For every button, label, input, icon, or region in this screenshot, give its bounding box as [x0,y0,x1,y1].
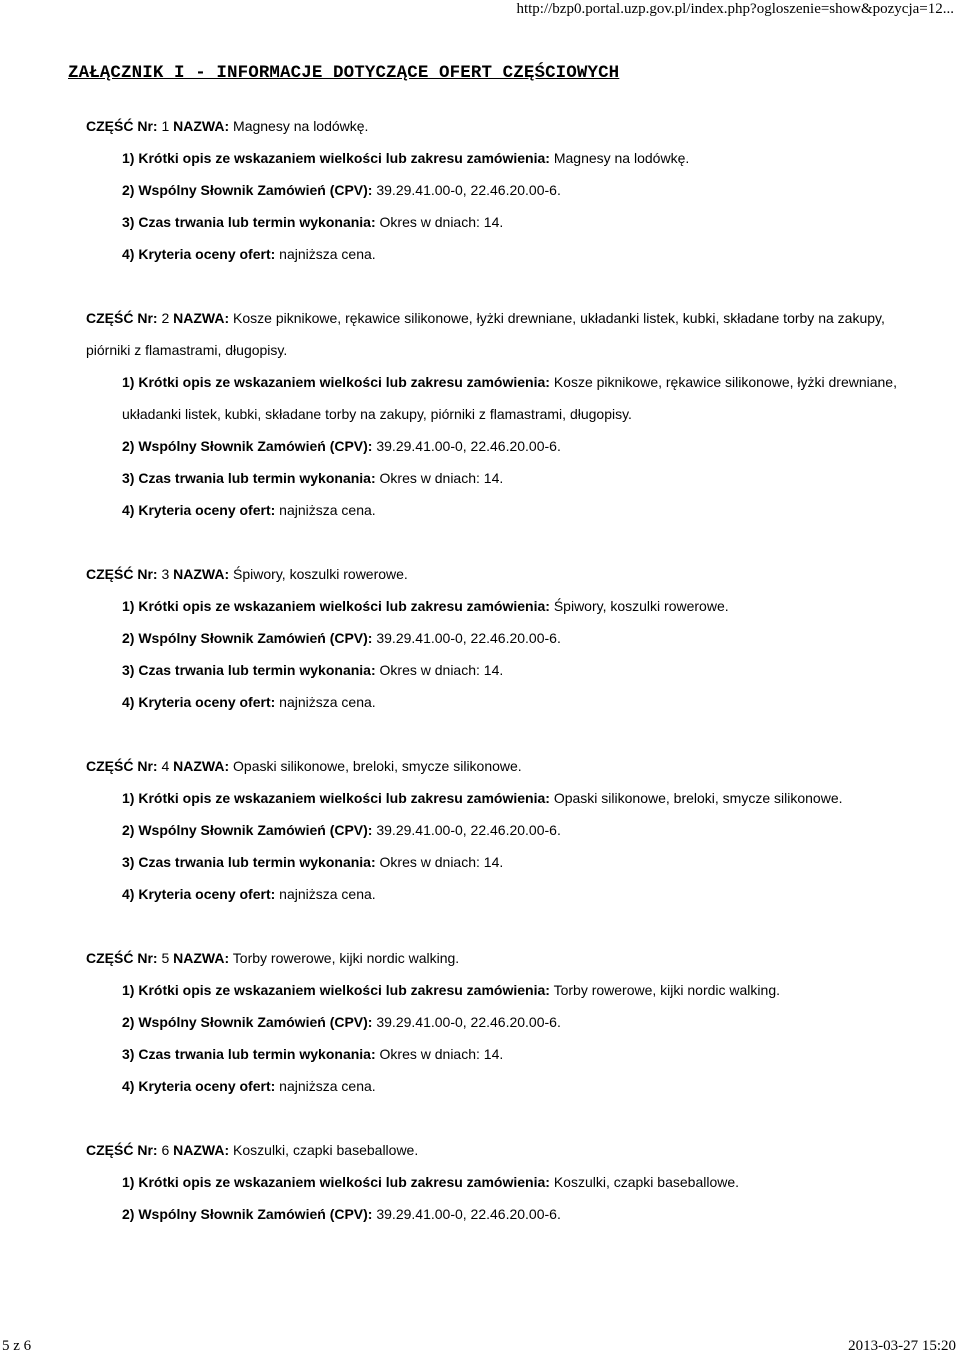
cpv-value: 39.29.41.00-0, 22.46.20.00-6. [376,822,561,838]
cpv-value: 39.29.41.00-0, 22.46.20.00-6. [376,438,561,454]
cpv-label: 2) Wspólny Słownik Zamówień (CPV): [122,438,373,454]
duration-label: 3) Czas trwania lub termin wykonania: [122,1046,376,1062]
part-name: Kosze piknikowe, rękawice silikonowe, łyżki drewniane, układanki listek, kubki, składane torby na zakupy, piórniki z flamastrami, długopisy. [86,310,885,358]
description-row [86,142,916,174]
duration-row [86,1038,916,1070]
cpv-row [86,1198,916,1230]
part-heading [86,750,916,782]
part-nr-label: CZĘŚĆ Nr: [86,1142,158,1158]
part-6 [86,1134,916,1230]
cpv-label: 2) Wspólny Słownik Zamówień (CPV): [122,1014,373,1030]
cpv-row [86,622,916,654]
criteria-value: najniższa cena. [279,246,376,262]
print-timestamp: 2013-03-27 15:20 [848,1338,956,1354]
duration-row [86,654,916,686]
part-nr-label: CZĘŚĆ Nr: [86,950,158,966]
cpv-value: 39.29.41.00-0, 22.46.20.00-6. [376,1014,561,1030]
part-nr-label: CZĘŚĆ Nr: [86,310,158,326]
cpv-label: 2) Wspólny Słownik Zamówień (CPV): [122,182,373,198]
criteria-row [86,494,916,526]
document-title: ZAŁĄCZNIK I - INFORMACJE DOTYCZĄCE OFERT CZĘŚCIOWYCH [68,63,620,83]
part-nr-label: CZĘŚĆ Nr: [86,118,158,134]
part-name: Śpiwory, koszulki rowerowe. [233,566,408,582]
criteria-label: 4) Kryteria oceny ofert: [122,246,276,262]
part-4 [86,750,916,910]
part-3 [86,558,916,718]
criteria-row [86,238,916,270]
description-value: Opaski silikonowe, breloki, smycze silikonowe. [553,790,843,806]
part-2 [86,302,916,526]
part-nr-label: CZĘŚĆ Nr: [86,566,158,582]
part-nr: 3 [161,566,170,582]
cpv-label: 2) Wspólny Słownik Zamówień (CPV): [122,630,373,646]
cpv-value: 39.29.41.00-0, 22.46.20.00-6. [376,630,561,646]
part-name: Koszulki, czapki baseballowe. [233,1142,419,1158]
part-nr: 5 [161,950,170,966]
duration-value: Okres w dniach: 14. [379,470,504,486]
description-value: Magnesy na lodówkę. [553,150,690,166]
duration-row [86,462,916,494]
part-1 [86,110,916,270]
criteria-value: najniższa cena. [279,502,376,518]
duration-label: 3) Czas trwania lub termin wykonania: [122,470,376,486]
cpv-row [86,174,916,206]
duration-value: Okres w dniach: 14. [379,854,504,870]
page-url-header: http://bzp0.portal.uzp.gov.pl/index.php?ogloszenie=show&pozycja=12... [516,1,954,17]
duration-value: Okres w dniach: 14. [379,214,504,230]
criteria-value: najniższa cena. [279,694,376,710]
part-heading [86,1134,916,1166]
part-5 [86,942,916,1102]
description-value: Torby rowerowe, kijki nordic walking. [553,982,780,998]
part-name: Torby rowerowe, kijki nordic walking. [232,950,460,966]
part-name-label: NAZWA: [173,310,230,326]
criteria-value: najniższa cena. [279,886,376,902]
criteria-row [86,686,916,718]
criteria-row [86,1070,916,1102]
description-row [86,1166,916,1198]
cpv-row [86,430,916,462]
cpv-row [86,814,916,846]
cpv-label: 2) Wspólny Słownik Zamówień (CPV): [122,1206,373,1222]
part-name: Opaski silikonowe, breloki, smycze silikonowe. [233,758,522,774]
part-nr: 6 [161,1142,170,1158]
description-label: 1) Krótki opis ze wskazaniem wielkości lub zakresu zamówienia: [122,598,550,614]
part-heading [86,942,916,974]
part-name-label: NAZWA: [173,758,230,774]
duration-row [86,206,916,238]
criteria-label: 4) Kryteria oceny ofert: [122,502,276,518]
cpv-value: 39.29.41.00-0, 22.46.20.00-6. [376,1206,561,1222]
part-name-label: NAZWA: [173,1142,230,1158]
description-row [86,782,916,814]
part-heading [86,302,916,366]
description-label: 1) Krótki opis ze wskazaniem wielkości lub zakresu zamówienia: [122,982,550,998]
part-name: Magnesy na lodówkę. [233,118,369,134]
description-label: 1) Krótki opis ze wskazaniem wielkości lub zakresu zamówienia: [122,150,550,166]
part-nr: 4 [161,758,170,774]
part-heading [86,110,916,142]
cpv-value: 39.29.41.00-0, 22.46.20.00-6. [376,182,561,198]
parts-list [86,110,916,1262]
part-heading [86,558,916,590]
part-name-label: NAZWA: [173,566,230,582]
description-label: 1) Krótki opis ze wskazaniem wielkości lub zakresu zamówienia: [122,790,550,806]
duration-row [86,846,916,878]
criteria-label: 4) Kryteria oceny ofert: [122,694,276,710]
criteria-label: 4) Kryteria oceny ofert: [122,1078,276,1094]
description-label: 1) Krótki opis ze wskazaniem wielkości lub zakresu zamówienia: [122,1174,550,1190]
criteria-value: najniższa cena. [279,1078,376,1094]
part-name-label: NAZWA: [173,950,230,966]
description-row [86,366,916,430]
duration-value: Okres w dniach: 14. [379,1046,504,1062]
cpv-row [86,1006,916,1038]
duration-label: 3) Czas trwania lub termin wykonania: [122,214,376,230]
description-value: Kosze piknikowe, rękawice silikonowe, łyżki drewniane, układanki listek, kubki, składane torby na zakupy, piórniki z flamastrami, długopisy. [122,374,897,422]
criteria-row [86,878,916,910]
description-value: Koszulki, czapki baseballowe. [553,1174,740,1190]
part-nr-label: CZĘŚĆ Nr: [86,758,158,774]
duration-label: 3) Czas trwania lub termin wykonania: [122,662,376,678]
description-label: 1) Krótki opis ze wskazaniem wielkości lub zakresu zamówienia: [122,374,550,390]
description-row [86,974,916,1006]
description-value: Śpiwory, koszulki rowerowe. [553,598,729,614]
page-number: 5 z 6 [2,1338,32,1354]
cpv-label: 2) Wspólny Słownik Zamówień (CPV): [122,822,373,838]
duration-label: 3) Czas trwania lub termin wykonania: [122,854,376,870]
description-row [86,590,916,622]
part-name-label: NAZWA: [173,118,230,134]
part-nr: 1 [161,118,170,134]
duration-value: Okres w dniach: 14. [379,662,504,678]
part-nr: 2 [161,310,170,326]
criteria-label: 4) Kryteria oceny ofert: [122,886,276,902]
